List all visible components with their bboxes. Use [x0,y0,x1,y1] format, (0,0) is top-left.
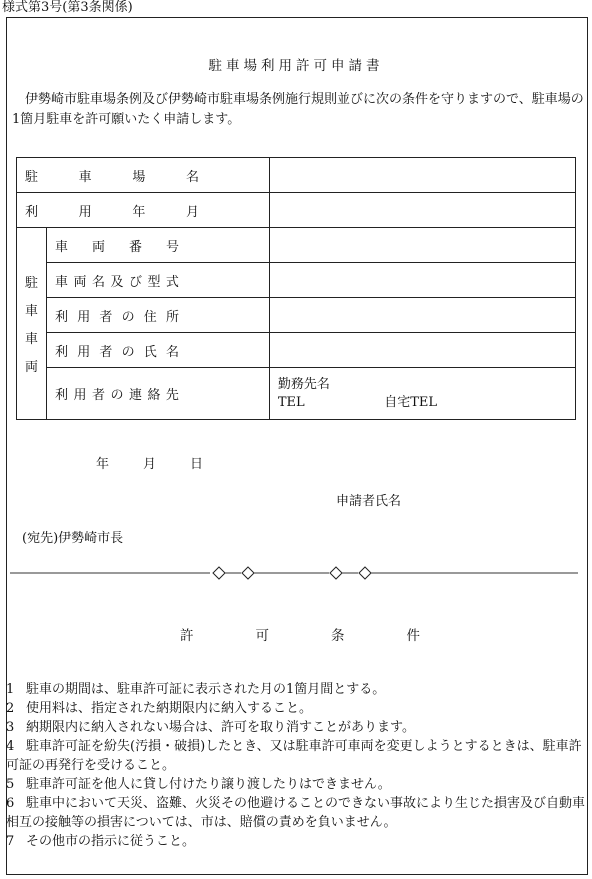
user-name-field[interactable] [269,333,575,368]
user-contact-field[interactable] [269,368,575,420]
diamond-icon [330,567,342,579]
vehicle-number-label: 車 両 番 号 [55,239,179,255]
page-title: 駐車場利用許可申請書 [208,58,384,74]
parking-name-label: 駐 車 場 名 [25,169,199,185]
date-year-label: 年 [96,457,110,472]
row-use-month [17,193,576,228]
list-item: 6 駐車中において天災、盗難、火災その他避けることのできない事故により生じた損害及び自動車相互の接触等の損害については、市は、賠償の責めを負いません。 [6,796,586,830]
conditions-title: 許 可 条 件 [180,628,420,644]
label-user-name [47,333,270,368]
row-vehicle-number [17,228,576,263]
list-item: 4 駐車許可証を紛失(汚損・破損)したとき、又は駐車許可車両を変更しようとするときは、駐車許可証の再発行を受けること。 [6,739,582,773]
tel-line [278,394,567,412]
list-item: 1 駐車の期間は、駐車許可証に表示された月の1箇月間とする。 [6,682,386,697]
date-month-label: 月 [143,457,157,472]
use-month-label: 利 用 年 月 [25,204,199,220]
user-name-label: 利 用 者 の 氏 名 [55,344,179,360]
intro-text: 伊勢崎市駐車場条例及び伊勢崎市駐車場条例施行規則並びに次の条件を守りますので、駐車場の1箇月駐車を許可願いたく申請します。 [12,92,584,127]
diamond-icon [242,567,254,579]
applicant-name-label: 申請者氏名 [336,494,402,509]
list-item: 7 その他市の指示に従うこと。 [6,834,196,849]
section-divider [10,566,578,580]
row-vehicle-model [17,263,576,298]
home-tel-label: 自宅TEL [384,394,437,410]
use-month-field[interactable] [269,193,575,228]
user-address-field[interactable] [269,298,575,333]
date-day-label: 日 [190,457,204,472]
label-user-contact [47,368,270,420]
list-item: 3 納期限内に納入されない場合は、許可を取り消すことがあります。 [6,720,415,735]
label-parking-name [17,158,270,193]
parking-name-field[interactable] [269,158,575,193]
vehicle-model-label: 車 両 名 及 び 型 式 [55,274,179,290]
form-number: 様式第3号(第3条関係) [2,0,133,15]
label-vehicle-model [47,263,270,298]
addressee: (宛先)伊勢崎市長 [22,531,124,546]
tel-label: TEL [277,394,305,410]
label-vehicle-number [47,228,270,263]
vehicle-number-field[interactable] [269,228,575,263]
date-line [96,453,203,472]
user-contact-label: 利 用 者 の 連 絡 先 [55,388,179,403]
user-address-label: 利 用 者 の 住 所 [55,309,179,325]
label-use-month [17,193,270,228]
row-user-name [17,333,576,368]
diamond-icon [213,567,225,579]
vehicle-group-label: 駐 車 車 両 [17,228,47,420]
row-user-contact [17,368,576,420]
list-item: 5 駐車許可証を他人に貸し付けたり譲り渡したりはできません。 [6,777,391,792]
conditions-list [6,680,588,851]
diamond-icon [359,567,371,579]
row-user-address [17,298,576,333]
row-parking-name [17,158,576,193]
label-user-address [47,298,270,333]
list-item: 2 使用料は、指定された納期限内に納入すること。 [6,701,313,716]
work-place-label: 勤務先名 [277,376,330,392]
application-table [16,157,576,420]
vehicle-model-field[interactable] [269,263,575,298]
